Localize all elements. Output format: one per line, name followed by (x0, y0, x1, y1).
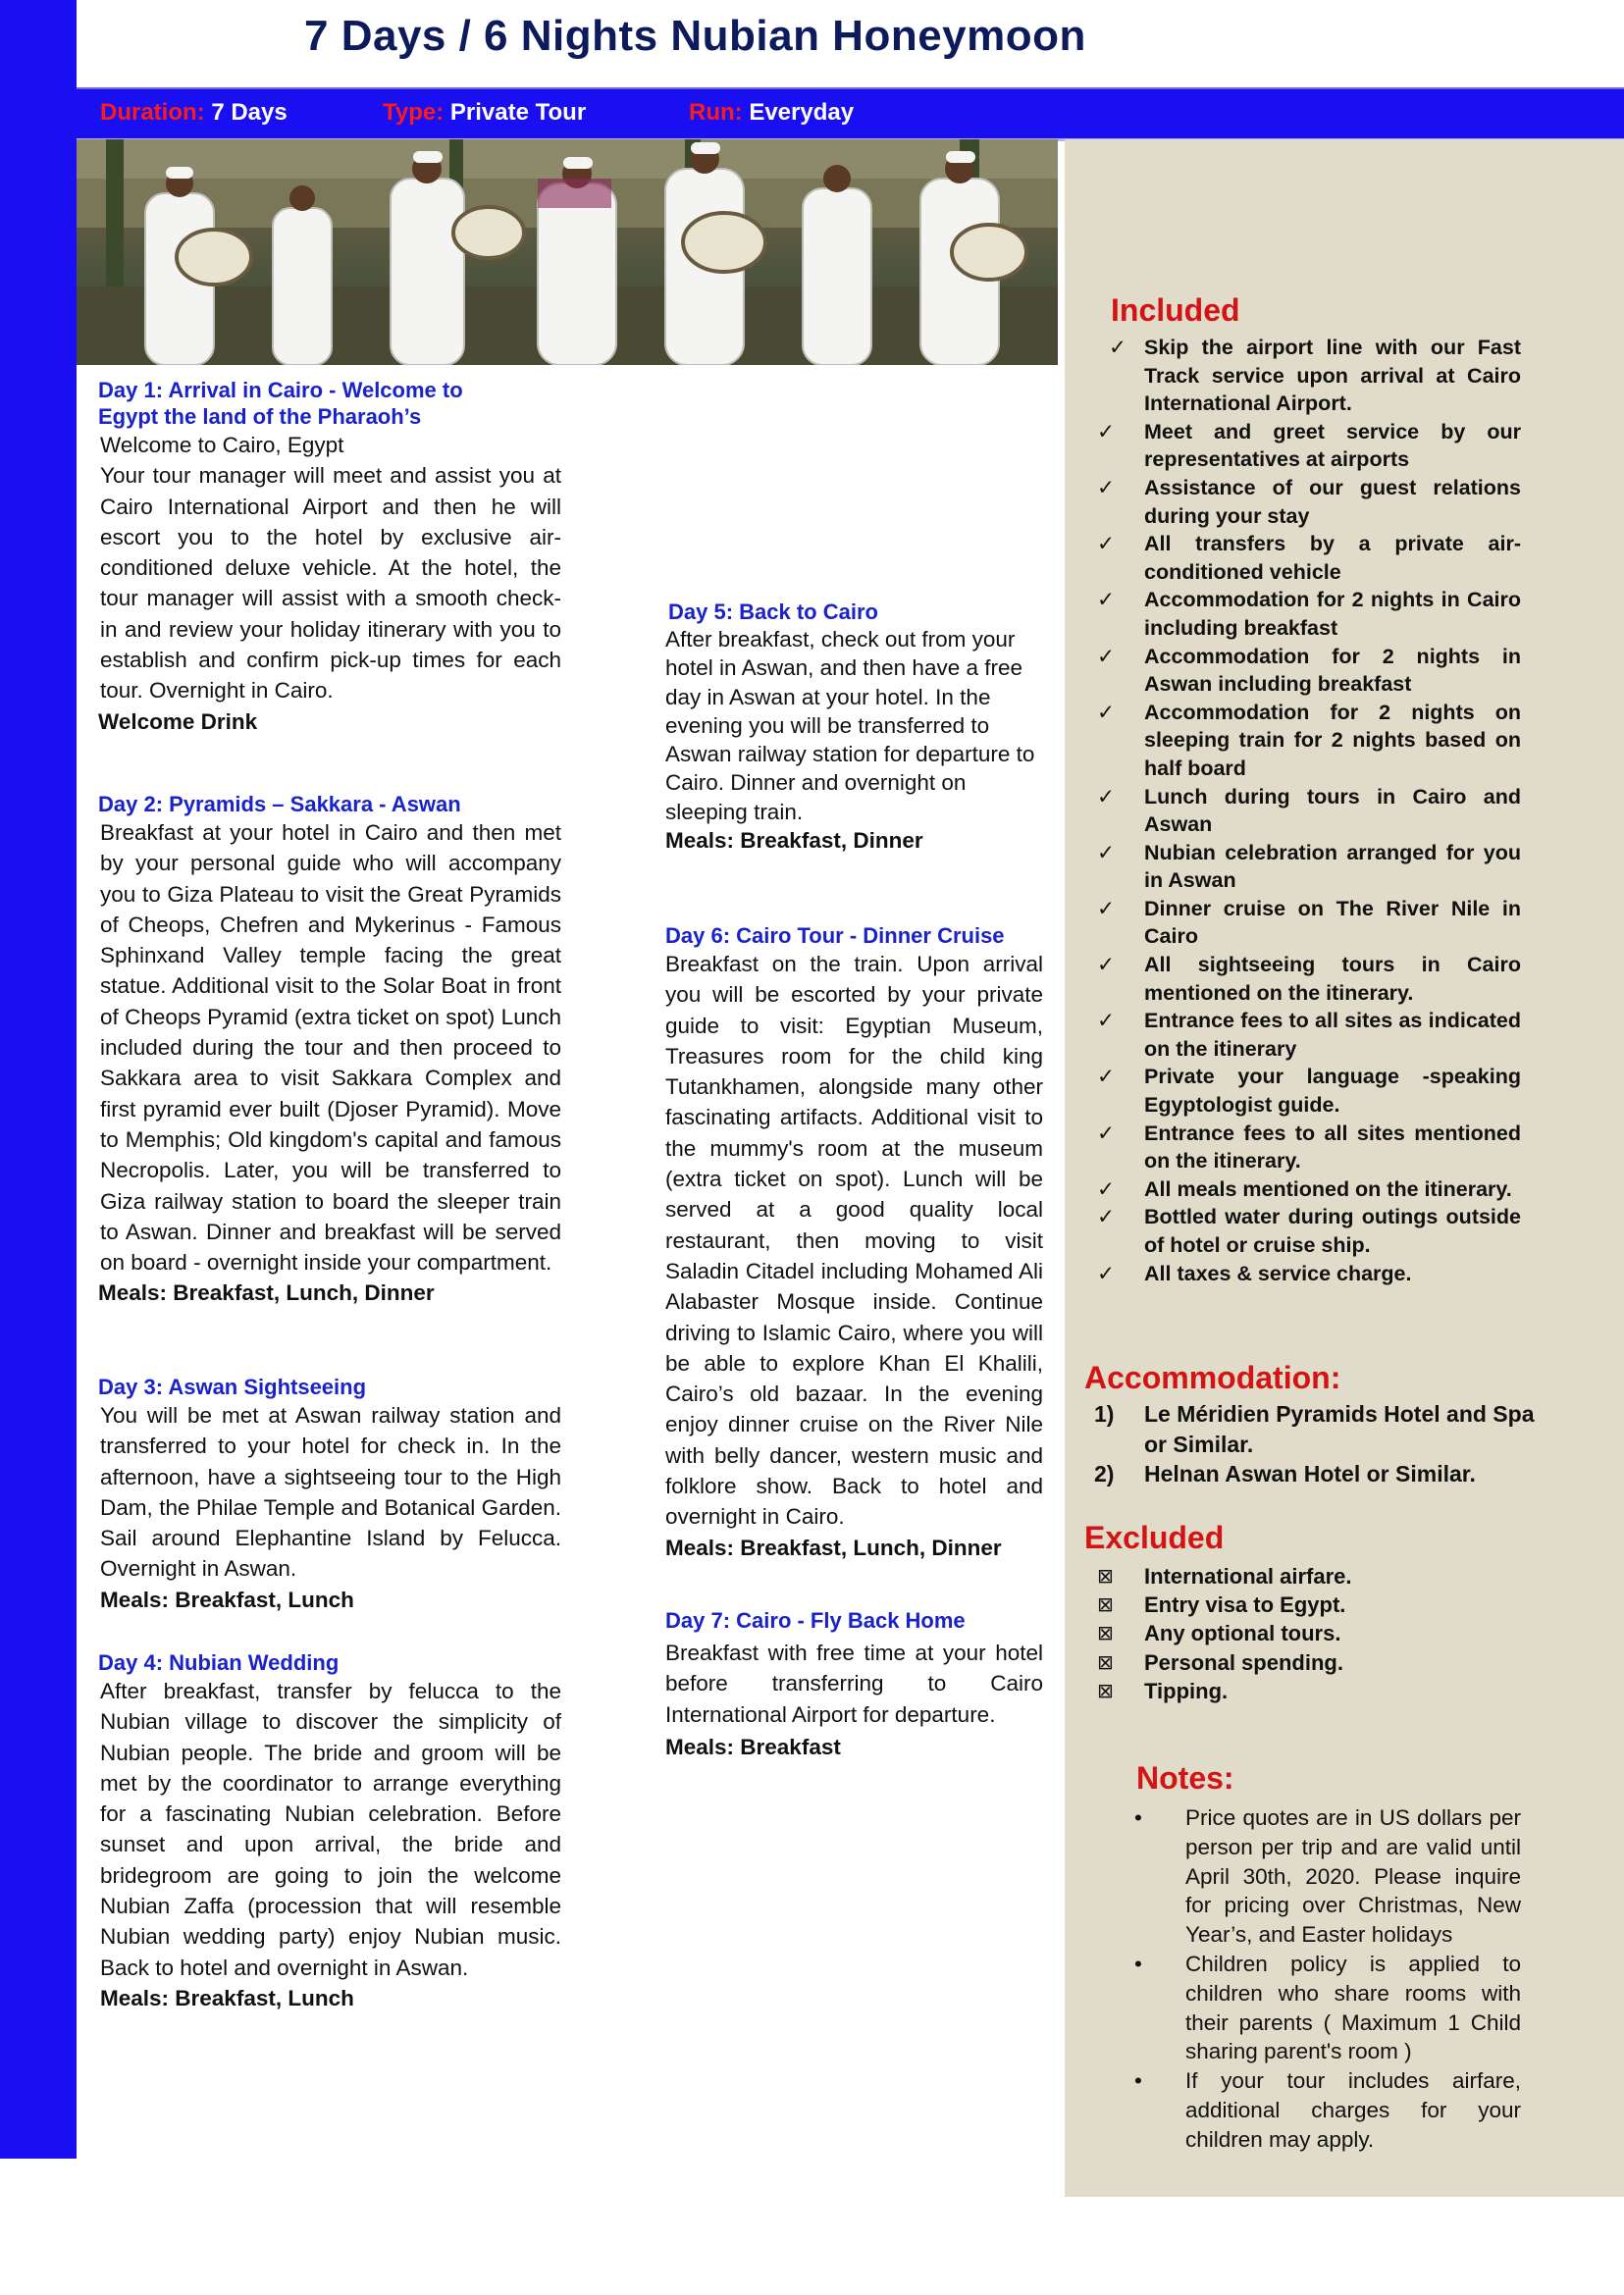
tour-info-bar (77, 87, 1624, 141)
accommodation-text: Helnan Aswan Hotel or Similar. (1144, 1461, 1476, 1487)
included-item (1097, 586, 1521, 642)
excluded-item-text: Personal spending. (1144, 1649, 1343, 1675)
excluded-item (1097, 1591, 1529, 1619)
day-3-meals: Meals: Breakfast, Lunch (100, 1587, 354, 1612)
nubian-performers-photo (77, 139, 1058, 365)
run-label: Run: (689, 99, 743, 126)
notes-heading: Notes: (1136, 1760, 1234, 1796)
day-2-section (98, 791, 561, 1309)
note-item-text: Price quotes are in US dollars per person per trip and are valid until April 30th, 2020. Please inquire for pricing over Christmas, New Year’s, and Easter holidays (1185, 1805, 1521, 1948)
included-item-text: All taxes & service charge. (1144, 1261, 1412, 1285)
included-item-text: Bottled water during outings outside of hotel or cruise ship. (1144, 1205, 1521, 1257)
bullet-icon: • (1134, 1951, 1142, 1976)
day-1-text: Your tour manager will meet and assist you at Cairo International Airport and then he will escort you to the hotel by exclusive air-conditioned deluxe vehicle. At the hotel, the tour manager will assist with a smooth check-in and review your holiday itinerary with you to establish and confirm pick-up times for each tour. Overnight in Cairo. (100, 463, 561, 704)
day-5-text: After breakfast, check out from your hotel in Aswan, and then have a free day in Aswan at your hotel. In the evening you will be transferred to Aswan railway station for departure to Cairo. Dinner and overnight on sleeping train. (665, 627, 1035, 824)
day-7-text: Breakfast with free time at your hotel before transferring to Cairo International Airport for departure. (665, 1641, 1043, 1727)
excluded-item-text: Entry visa to Egypt. (1144, 1592, 1346, 1618)
day-3-text: You will be met at Aswan railway station and transferred to your hotel for check in. In the afternoon, have a sightseeing tour to the High Dam, the Philae Temple and Botanical Garden. Sail around Elephantine Island by Felucca. Overnight in Aswan. (100, 1403, 561, 1582)
notes-list (1130, 1803, 1521, 2155)
included-item (1097, 783, 1521, 839)
duration-info (100, 99, 288, 127)
check-icon: ✓ (1097, 1009, 1116, 1033)
day-7-meals: Meals: Breakfast (665, 1734, 841, 1759)
day-5-heading: Day 5: Back to Cairo (668, 600, 878, 624)
day-6-text: Breakfast on the train. Upon arrival you will be escorted by your private guide to visit: Egyptian Museum, Treasures room for the child king Tutankhamen, alongside many other fascinating artifacts. Additional visit to the mummy's room at the museum (extra ticket on spot). Lunch will be served at a good quality local restaurant, then moving to visit Saladin Citadel including Mohamed Ali Alabaster Mosque inside. Continue driving to Islamic Cairo, where you will be able to explore Khan El Khalili, Cairo’s old bazaar. In the evening enjoy dinner cruise on the River Nile with belly dancer, western music and folklore show. Back to hotel and overnight in Cairo. (665, 952, 1043, 1530)
day-3-section (98, 1374, 561, 1615)
included-item-text: Dinner cruise on The River Nile in Cairo (1144, 896, 1521, 949)
accommodation-heading: Accommodation: (1084, 1360, 1341, 1395)
day-2-text: Breakfast at your hotel in Cairo and then met by your personal guide who will accompany you to Giza Plateau to visit the Great Pyramids of Cheops, Chefren and Mykerinus - Famous Sphinxand Valley temple facing the great statue. Additional visit to the Solar Boat in front of Cheops Pyramid (extra ticket on spot) Lunch included during the tour and then proceed to Sakkara area to visit Sakkara Complex and first pyramid ever built (Djoser Pyramid). Move to Memphis; Old kingdom's capital and famous Necropolis. Later, you will be transferred to Giza railway station to board the sleeper train to Aswan. Dinner and breakfast will be served on board - overnight inside your compartment. (100, 820, 561, 1276)
x-box-icon: ⊠ (1097, 1566, 1114, 1588)
check-icon: ✓ (1097, 784, 1116, 808)
check-icon: ✓ (1097, 532, 1116, 556)
included-item-text: Accommodation for 2 nights in Cairo including breakfast (1144, 588, 1521, 640)
x-box-icon: ⊠ (1097, 1680, 1114, 1702)
note-item (1130, 2066, 1521, 2154)
excluded-list (1097, 1562, 1529, 1705)
check-icon: ✓ (1097, 1176, 1116, 1201)
x-box-icon: ⊠ (1097, 1623, 1114, 1645)
included-heading: Included (1111, 292, 1240, 328)
included-item (1097, 1175, 1521, 1204)
day-6-section (665, 922, 1043, 1563)
included-item (1097, 643, 1521, 699)
x-box-icon: ⊠ (1097, 1594, 1114, 1617)
performers-illustration (77, 139, 1058, 365)
check-icon: ✓ (1097, 896, 1116, 920)
day-1-intro: Welcome to Cairo, Egypt (100, 433, 344, 457)
day-1-section (98, 377, 561, 737)
included-item-text: All meals mentioned on the itinerary. (1144, 1176, 1512, 1201)
check-icon: ✓ (1097, 1261, 1116, 1285)
check-icon: ✓ (1097, 475, 1116, 499)
excluded-item (1097, 1677, 1529, 1705)
accommodation-item (1094, 1399, 1539, 1459)
check-icon: ✓ (1097, 644, 1116, 668)
type-label: Type: (383, 99, 445, 126)
page-title: 7 Days / 6 Nights Nubian Honeymoon (304, 12, 1086, 60)
included-item (1097, 1260, 1521, 1288)
day-2-heading: Day 2: Pyramids – Sakkara - Aswan (98, 792, 461, 816)
check-icon: ✓ (1097, 1205, 1116, 1229)
x-box-icon: ⊠ (1097, 1651, 1114, 1674)
excluded-item (1097, 1619, 1529, 1647)
included-item-text: Accommodation for 2 nights in Aswan including breakfast (1144, 644, 1521, 697)
accommodation-number: 2) (1094, 1461, 1115, 1487)
included-item-text: Entrance fees to all sites mentioned on the itinerary. (1144, 1121, 1521, 1174)
included-item (1097, 1120, 1521, 1175)
included-item (1097, 530, 1521, 586)
type-value: Private Tour (449, 99, 587, 126)
included-item-text: Skip the airport line with our Fast Track service upon arrival at Cairo International Airport. (1144, 336, 1521, 416)
included-item (1097, 1203, 1521, 1259)
duration-value: 7 Days (211, 99, 288, 126)
day-4-heading: Day 4: Nubian Wedding (98, 1650, 340, 1675)
day-1-heading-line2: Egypt the land of the Pharaoh’s (98, 404, 422, 429)
included-item (1097, 699, 1521, 783)
included-item (1097, 1063, 1521, 1119)
included-list (1097, 334, 1521, 1287)
included-item (1097, 1007, 1521, 1063)
included-item (1097, 334, 1521, 418)
day-1-heading (98, 377, 561, 430)
included-item-text: Entrance fees to all sites as indicated on the itinerary (1144, 1009, 1521, 1061)
check-icon: ✓ (1097, 419, 1116, 443)
included-item-text: Assistance of our guest relations during your stay (1144, 475, 1521, 528)
day-6-meals: Meals: Breakfast, Lunch, Dinner (665, 1535, 1002, 1560)
note-item (1130, 1950, 1521, 2066)
check-icon: ✓ (1097, 1065, 1116, 1089)
day-7-heading: Day 7: Cairo - Fly Back Home (665, 1608, 966, 1633)
included-item (1097, 839, 1521, 895)
day-4-text: After breakfast, transfer by felucca to the Nubian village to discover the simplicity of Nubian people. The bride and groom will be met by the coordinator to arrange everything for a fascinating Nubian celebration. Before sunset and upon arrival, the bride and bridegroom are going to join the welcome Nubian Zaffa (procession that will resemble Nubian wedding party) enjoy Nubian music. Back to hotel and overnight in Aswan. (100, 1679, 561, 1980)
included-item (1097, 418, 1521, 474)
accommodation-text: Le Méridien Pyramids Hotel and Spa or Similar. (1144, 1401, 1535, 1457)
day-1-heading-line1: Day 1: Arrival in Cairo - Welcome to (98, 378, 463, 402)
excluded-item (1097, 1648, 1529, 1677)
left-accent-bar (0, 0, 77, 2159)
check-icon: ✓ (1097, 840, 1116, 864)
check-icon: ✓ (1097, 700, 1116, 724)
check-icon: ✓ (1109, 336, 1127, 359)
included-item-text: Lunch during tours in Cairo and Aswan (1144, 784, 1521, 837)
day-1-meals: Welcome Drink (98, 708, 258, 734)
included-item-text: All transfers by a private air-conditioned vehicle (1144, 532, 1521, 584)
day-4-section (98, 1649, 561, 2013)
excluded-heading: Excluded (1084, 1520, 1225, 1555)
included-item-text: Meet and greet service by our representatives at airports (1144, 419, 1521, 472)
note-item-text: If your tour includes airfare, additional charges for your children may apply. (1185, 2068, 1521, 2152)
check-icon: ✓ (1097, 1121, 1116, 1145)
run-value: Everyday (749, 99, 855, 126)
included-item-text: Accommodation for 2 nights on sleeping train for 2 nights based on half board (1144, 700, 1521, 780)
day-3-heading: Day 3: Aswan Sightseeing (98, 1375, 367, 1399)
day-2-meals: Meals: Breakfast, Lunch, Dinner (98, 1280, 435, 1306)
day-7-section (665, 1607, 1043, 1762)
type-info (383, 99, 586, 127)
included-item-text: Nubian celebration arranged for you in Aswan (1144, 840, 1521, 893)
accommodation-number: 1) (1094, 1401, 1115, 1427)
accommodation-item (1094, 1459, 1539, 1489)
note-item (1130, 1803, 1521, 1950)
bullet-icon: • (1134, 1805, 1142, 1830)
excluded-item-text: Any optional tours. (1144, 1621, 1341, 1646)
included-item-text: All sightseeing tours in Cairo mentioned on the itinerary. (1144, 953, 1521, 1005)
excluded-item (1097, 1562, 1529, 1591)
day-5-meals: Meals: Breakfast, Dinner (665, 828, 923, 854)
check-icon: ✓ (1097, 588, 1116, 612)
day-6-heading: Day 6: Cairo Tour - Dinner Cruise (665, 923, 1005, 948)
excluded-item-text: International airfare. (1144, 1564, 1352, 1589)
included-item (1097, 951, 1521, 1007)
note-item-text: Children policy is applied to children who share rooms with their parents ( Maximum 1 Child sharing parent's room ) (1185, 1951, 1521, 2064)
excluded-item-text: Tipping. (1144, 1678, 1229, 1703)
included-item (1097, 474, 1521, 530)
accommodation-list (1094, 1399, 1539, 1489)
duration-label: Duration: (100, 99, 205, 126)
bullet-icon: • (1134, 2068, 1142, 2094)
day-5-section (665, 599, 1038, 855)
day-4-meals: Meals: Breakfast, Lunch (100, 1985, 354, 2010)
run-info (689, 99, 854, 127)
included-item-text: Private your language -speaking Egyptologist guide. (1144, 1065, 1521, 1118)
check-icon: ✓ (1097, 953, 1116, 977)
included-item (1097, 895, 1521, 951)
